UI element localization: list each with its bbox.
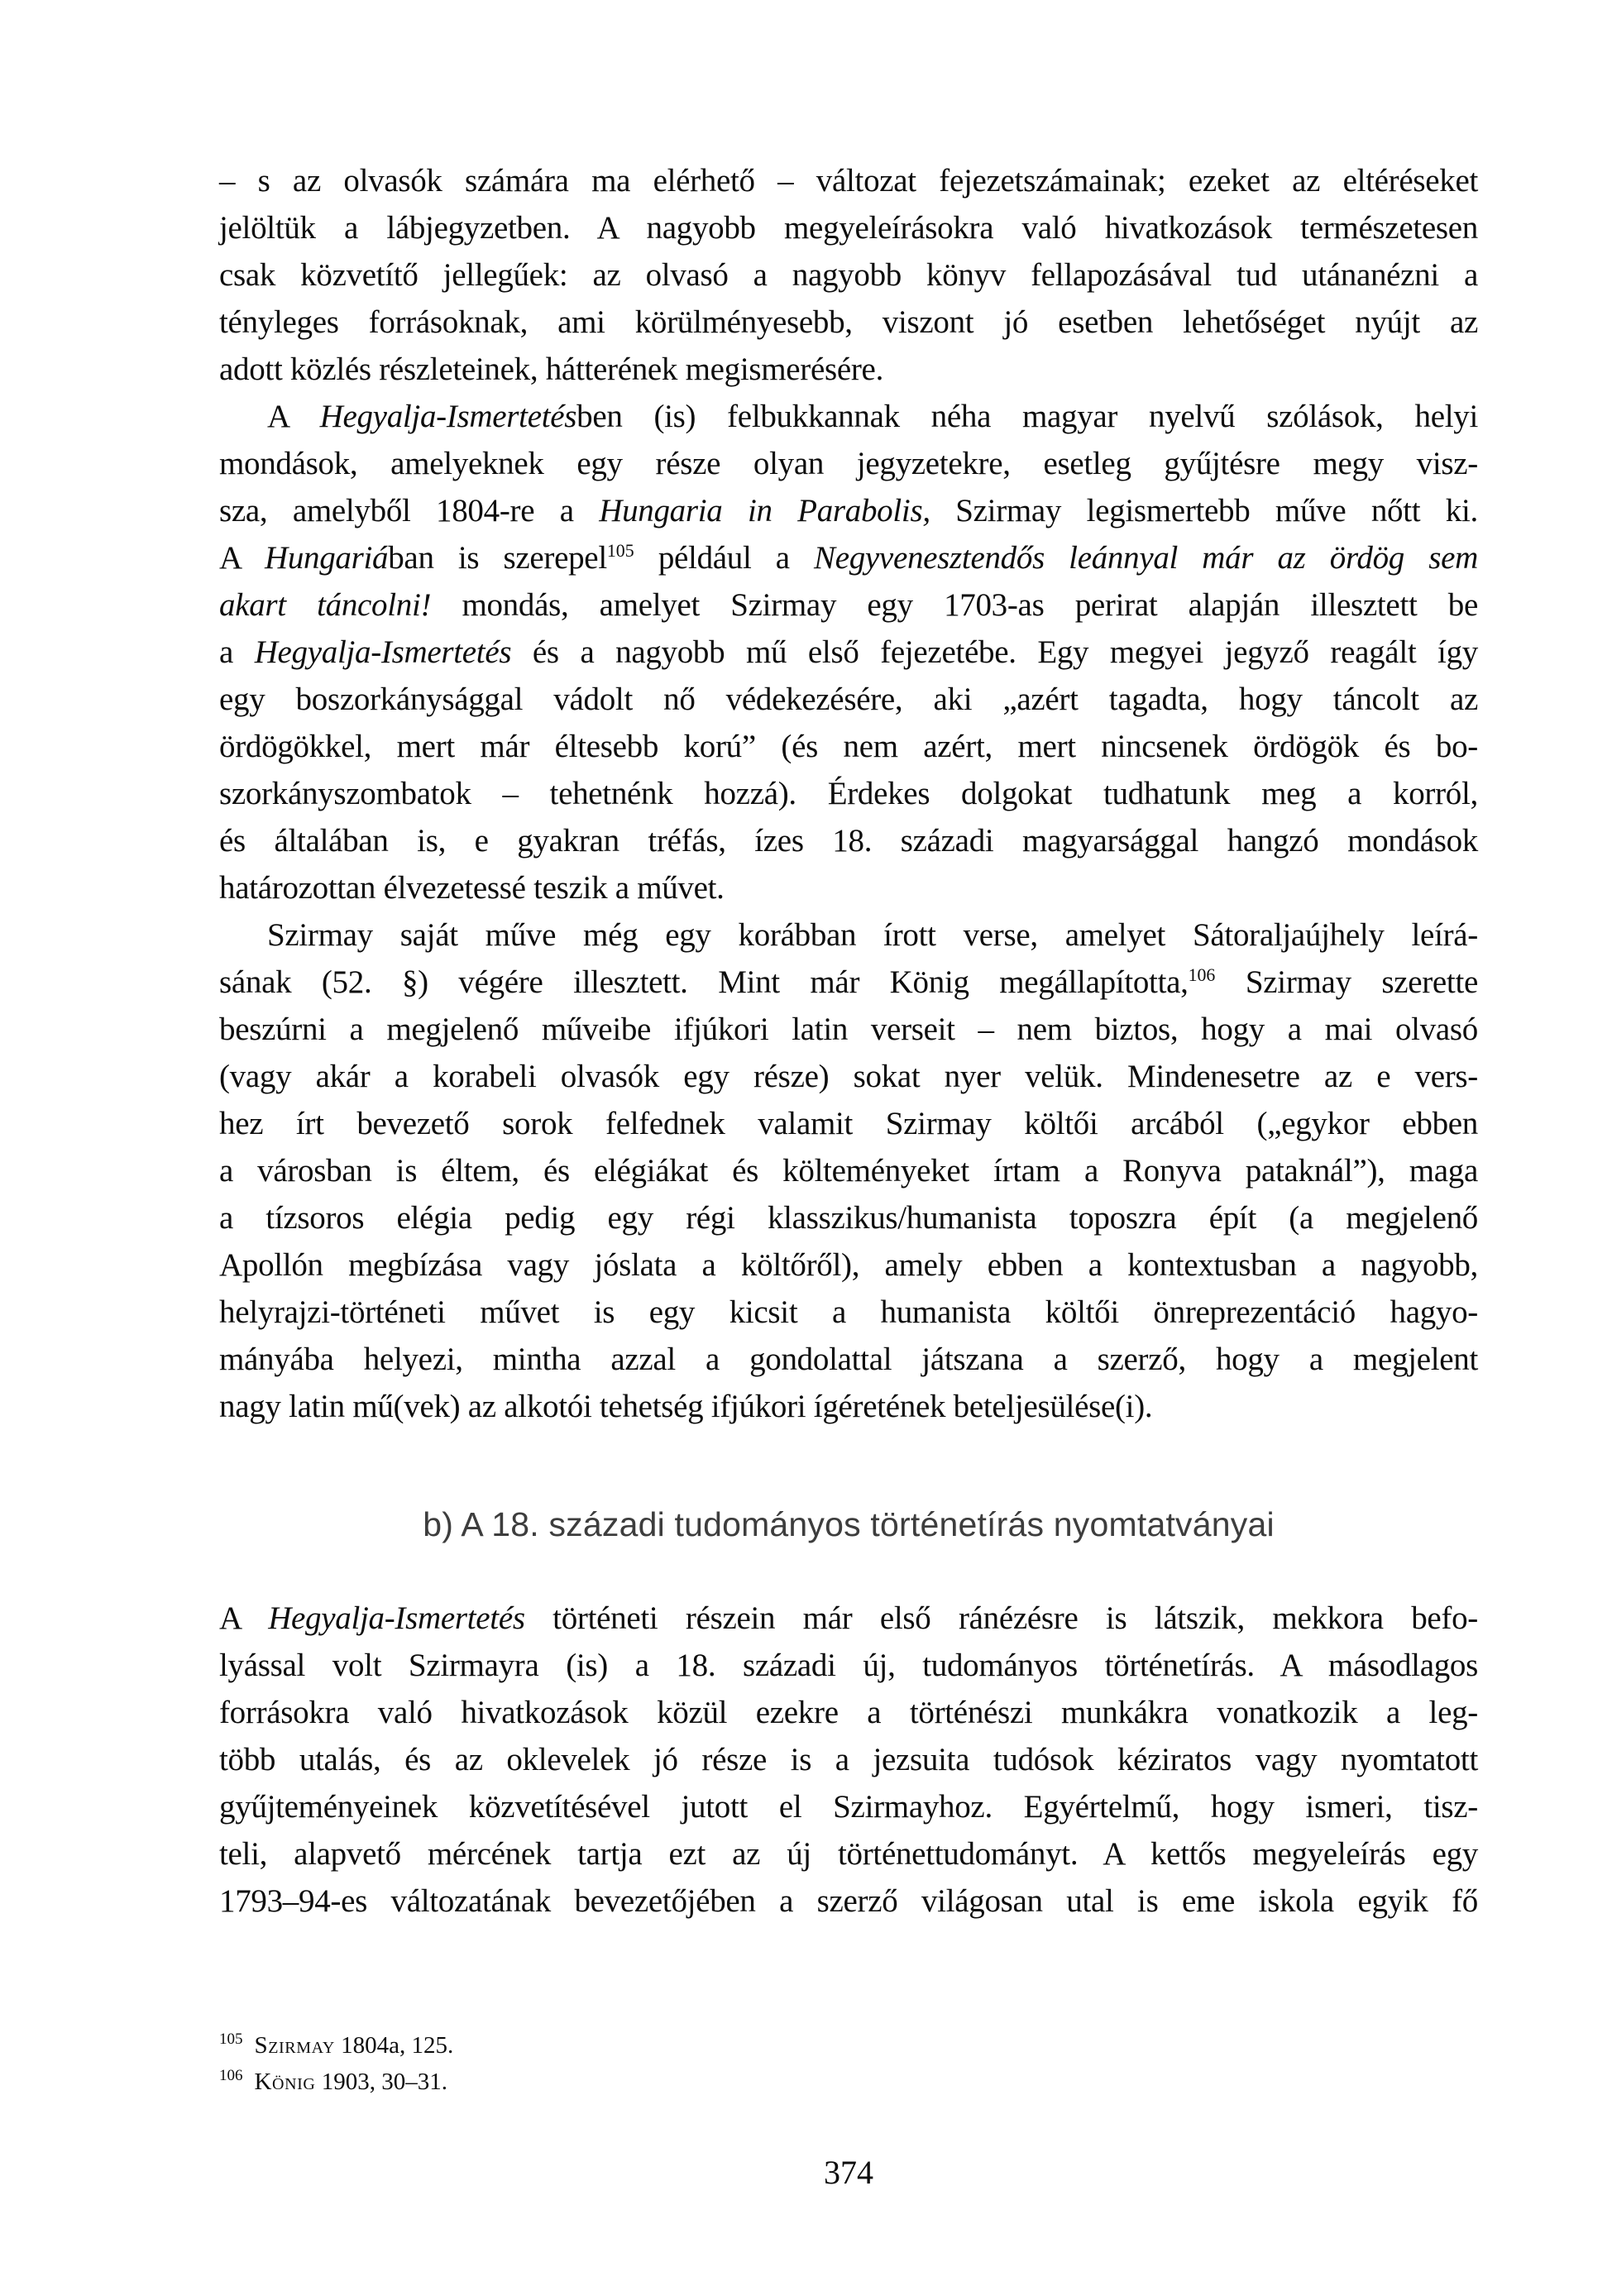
italic-text: akart táncolni! xyxy=(219,587,432,623)
text-line xyxy=(219,157,1478,204)
text-segment: csak közvetítő jellegűek: az olvasó a nagyobb könyv fellapozásával tud utánanézni a xyxy=(219,257,1478,293)
text-segment: Szirmay legismertebb műve nőtt ki. xyxy=(930,493,1478,529)
text-segment: – s az olvasók számára ma elérhető – változat fejezetszámainak; ezeket az eltéréseket xyxy=(219,163,1478,199)
text-segment: jelöltük a lábjegyzetben. A nagyobb megyeleírásokra való hivatkozások természetesen xyxy=(219,210,1478,246)
text-segment: határozottan élvezetessé teszik a művet. xyxy=(219,870,725,906)
text-line xyxy=(219,1383,1478,1430)
text-line xyxy=(219,1006,1478,1053)
text-segment: lyással volt Szirmayra (is) a 18. századi új, tudományos történetírás. A másodlagos xyxy=(219,1648,1478,1683)
text-segment: Apollón megbízása vagy jóslata a költőről), amely ebben a kontextusban a nagyobb, xyxy=(219,1247,1478,1283)
page-number: 374 xyxy=(824,2154,873,2191)
text-line xyxy=(219,1241,1478,1289)
body-paragraph-3 xyxy=(219,911,1478,1430)
text-line xyxy=(219,959,1478,1006)
text-line xyxy=(219,1194,1478,1241)
text-segment: helyrajzi-történeti művet is egy kicsit a humanista költői önreprezentáció hagyo- xyxy=(219,1294,1478,1330)
text-segment: sának (52. §) végére illesztett. Mint már König megállapította, xyxy=(219,964,1189,1000)
text-line xyxy=(219,911,1478,959)
footnotes-block xyxy=(219,2027,1478,2100)
text-segment: több utalás, és az oklevelek jó része is a jezsuita tudósok kéziratos vagy nyomtatott xyxy=(219,1742,1478,1777)
text-line xyxy=(219,817,1478,864)
text-segment: például a xyxy=(634,540,814,576)
text-segment: Szirmay szerette xyxy=(1215,964,1479,1000)
text-line xyxy=(219,770,1478,817)
text-segment: adott közlés részleteinek, hátterének megismerésére. xyxy=(219,352,884,387)
text-segment: szorkányszombatok – tehetnénk hozzá). Érdekes dolgokat tudhatunk meg a korról, xyxy=(219,776,1478,811)
text-line xyxy=(219,723,1478,770)
text-segment: Szirmay saját műve még egy korábban írott verse, amelyet Sátoraljaújhely leírá- xyxy=(267,917,1478,953)
footnote-ref: 106 xyxy=(1188,965,1216,985)
text-line xyxy=(219,440,1478,487)
text-line xyxy=(219,1689,1478,1736)
text-segment: A xyxy=(219,540,265,576)
text-segment: történeti részein már első ránézésre is látszik, mekkora befo- xyxy=(524,1600,1478,1636)
text-line xyxy=(219,346,1478,393)
text-line xyxy=(219,1053,1478,1100)
text-line xyxy=(219,393,1478,440)
footnote-number: 105 xyxy=(219,2031,243,2049)
italic-text: Hegyalja-Ismertetés xyxy=(268,1600,525,1636)
footnote-author: König xyxy=(254,2069,316,2095)
text-segment: gyűjteményeinek közvetítésével jutott el Szirmayhoz. Egyértelmű, hogy ismeri, tisz- xyxy=(219,1789,1478,1825)
text-segment: forrásokra való hivatkozások közül ezekre a történészi munkákra vonatkozik a leg- xyxy=(219,1695,1478,1730)
footnote xyxy=(219,2064,1478,2100)
text-segment: tényleges forrásoknak, ami körülményesebb, viszont jó esetben lehetőséget nyújt az xyxy=(219,304,1478,340)
text-line xyxy=(219,487,1478,534)
italic-text: Hungaria in Parabolis, xyxy=(599,493,930,529)
italic-text: Hegyalja-Ismertetés xyxy=(319,399,577,434)
text-segment: a tízsoros elégia pedig egy régi klasszikus/humanista toposzra épít (a megjelenő xyxy=(219,1200,1478,1236)
text-segment: ördögökkel, mert már éltesebb korú” (és nem azért, mert nincsenek ördögök és bo- xyxy=(219,729,1478,764)
text-line xyxy=(219,251,1478,299)
italic-text: Hegyalja-Ismertetés xyxy=(254,634,512,670)
italic-text: Negyvenesztendős leánnyal már az ördög sem xyxy=(814,540,1478,576)
text-line xyxy=(219,534,1478,581)
text-segment: mondás, amelyet Szirmay egy 1703-as perirat alapján illesztett be xyxy=(431,587,1478,623)
text-line xyxy=(219,1100,1478,1147)
text-line xyxy=(219,629,1478,676)
text-line xyxy=(219,1336,1478,1383)
text-segment: és általában is, e gyakran tréfás, ízes 18. századi magyarsággal hangzó mondások xyxy=(219,823,1478,859)
italic-text: Hungariá xyxy=(264,540,389,576)
text-column xyxy=(219,157,1478,2192)
text-line xyxy=(219,1595,1478,1642)
text-segment: beszúrni a megjelenő műveibe ifjúkori latin verseit – nem biztos, hogy a mai olvasó xyxy=(219,1012,1478,1047)
footnote-number: 106 xyxy=(219,2067,243,2085)
text-line xyxy=(219,1783,1478,1830)
text-line xyxy=(219,1877,1478,1925)
text-segment: egy boszorkánysággal vádolt nő védekezésére, aki „azért tagadta, hogy táncolt az xyxy=(219,682,1478,717)
text-line xyxy=(219,299,1478,346)
text-segment: mondások, amelyeknek egy része olyan jegyzetekre, esetleg gyűjtésre megy visz- xyxy=(219,446,1478,481)
text-segment: és a nagyobb mű első fejezetébe. Egy megyei jegyző reagált így xyxy=(511,634,1478,670)
footnote-citation: 1804a, 125. xyxy=(334,2032,454,2059)
text-segment: ben (is) felbukkannak néha magyar nyelvű szólások, helyi xyxy=(576,399,1478,434)
text-segment: teli, alapvető mércének tartja ezt az új történettudományt. A kettős megyeleírás egy xyxy=(219,1836,1478,1872)
text-segment: a xyxy=(219,634,255,670)
text-segment: (vagy akár a korabeli olvasók egy része) sokat nyer velük. Mindenesetre az e vers- xyxy=(219,1059,1478,1094)
text-line xyxy=(219,864,1478,911)
text-line xyxy=(219,1830,1478,1877)
text-segment: a városban is éltem, és elégiákat és költeményeket írtam a Ronyva pataknál”), maga xyxy=(219,1153,1478,1189)
text-segment: nagy latin mű(vek) az alkotói tehetség ifjúkori ígéretének beteljesülése(i). xyxy=(219,1389,1153,1424)
section-heading: b) A 18. századi tudományos történetírás nyomtatványai xyxy=(423,1505,1275,1543)
text-line xyxy=(219,676,1478,723)
body-paragraph-2 xyxy=(219,393,1478,911)
footnote-ref: 105 xyxy=(606,541,634,561)
text-line xyxy=(219,1642,1478,1689)
body-paragraph-4 xyxy=(219,1595,1478,1925)
text-line xyxy=(219,581,1478,629)
text-segment: A xyxy=(267,399,320,434)
text-segment: sza, amelyből 1804-re a xyxy=(219,493,600,529)
body-paragraph-1 xyxy=(219,157,1478,393)
text-line xyxy=(219,1289,1478,1336)
text-segment: hez írt bevezető sorok felfednek valamit Szirmay költői arcából („egykor ebben xyxy=(219,1106,1478,1141)
text-segment: ban is szerepel xyxy=(388,540,607,576)
footnote-author: Szirmay xyxy=(254,2032,335,2059)
text-line xyxy=(219,1736,1478,1783)
text-segment: A xyxy=(219,1600,269,1636)
text-line xyxy=(219,1147,1478,1194)
text-line xyxy=(219,204,1478,251)
text-segment: 1793–94-es változatának bevezetőjében a szerző világosan utal is eme iskola egyik fő xyxy=(219,1883,1478,1919)
text-segment: mányába helyezi, mintha azzal a gondolattal játszana a szerző, hogy a megjelent xyxy=(219,1342,1478,1377)
footnote-citation: 1903, 30–31. xyxy=(315,2069,447,2095)
footnote xyxy=(219,2027,1478,2064)
